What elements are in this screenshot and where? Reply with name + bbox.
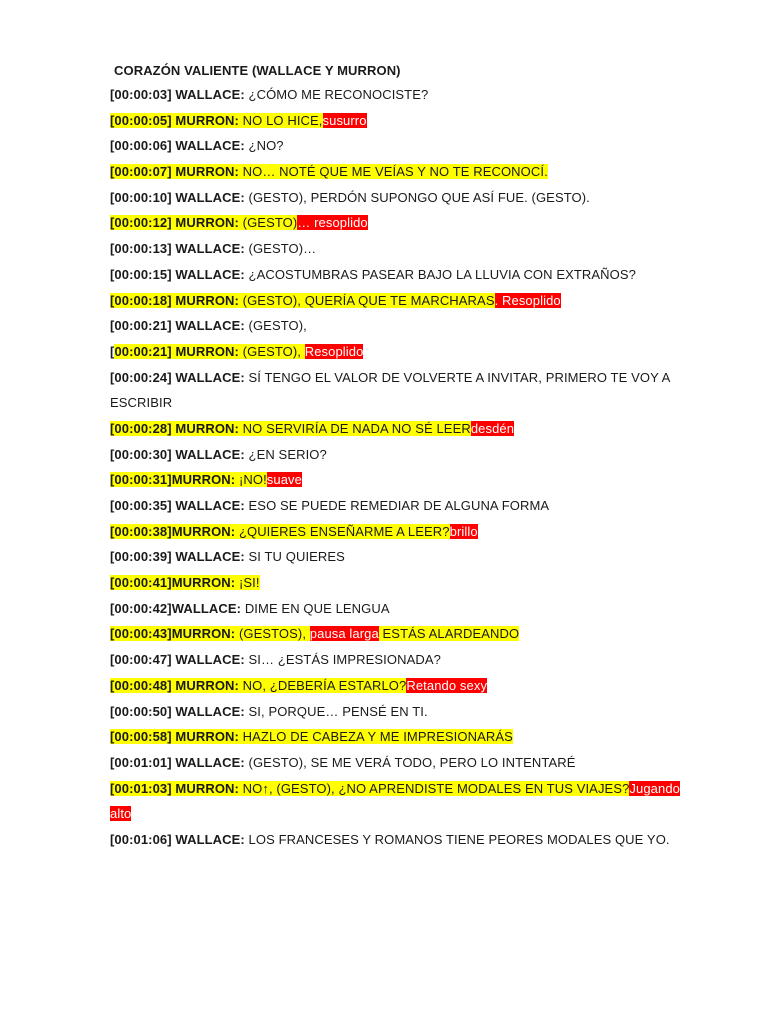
dialogue-text-continued: ESTÁS ALARDEANDO xyxy=(378,626,520,642)
timestamp: [00:00:43] xyxy=(110,626,172,642)
direction-note: … resoplido xyxy=(297,215,368,231)
line-highlight xyxy=(110,524,450,539)
timestamp: [00:00:15] xyxy=(110,266,172,282)
script-line xyxy=(110,621,670,647)
line-highlight xyxy=(114,344,304,359)
dialogue-text: SI TU QUIERES xyxy=(244,549,345,565)
script-line xyxy=(110,185,670,211)
line-highlight xyxy=(110,549,345,564)
line-highlight xyxy=(110,755,576,770)
timestamp: 00:00:21] xyxy=(114,343,172,359)
direction-note: Jugando xyxy=(629,780,681,796)
line-highlight xyxy=(110,832,670,847)
script-line xyxy=(110,519,670,545)
line-highlight xyxy=(110,421,471,436)
timestamp: [00:00:21] xyxy=(110,318,172,334)
line-highlight xyxy=(110,472,267,487)
dialogue-text: (GESTO), xyxy=(244,318,307,334)
direction-note: susurro xyxy=(322,112,367,128)
dialogue-text: HAZLO DE CABEZA Y ME IMPRESIONARÁS xyxy=(238,729,513,745)
speaker-name: MURRON: xyxy=(175,292,239,308)
timestamp-prefix: [ xyxy=(110,343,115,359)
line-highlight xyxy=(110,678,406,693)
dialogue-text: ¿CÓMO ME RECONOCISTE? xyxy=(244,87,429,102)
line-highlight xyxy=(110,370,670,385)
speaker-name: WALLACE: xyxy=(171,600,242,616)
timestamp: [00:00:28] xyxy=(110,420,172,436)
timestamp: [00:00:13] xyxy=(110,241,172,257)
script-line xyxy=(110,647,670,673)
direction-note: alto xyxy=(110,806,132,822)
script-line xyxy=(110,673,670,699)
timestamp: [00:01:03] xyxy=(110,780,172,796)
dialogue-text: DIME EN QUE LENGUA xyxy=(241,600,390,616)
line-highlight xyxy=(110,447,327,462)
script-line xyxy=(110,750,670,776)
line-highlight xyxy=(110,241,316,256)
speaker-name: MURRON: xyxy=(175,343,239,359)
script-line xyxy=(110,288,670,314)
speaker-name: MURRON: xyxy=(171,626,236,642)
script-body xyxy=(110,60,681,853)
script-line xyxy=(110,365,670,391)
timestamp: [00:00:05] xyxy=(110,112,172,128)
line-highlight xyxy=(110,626,310,641)
speaker-name: WALLACE: xyxy=(175,266,245,282)
timestamp: [00:00:07] xyxy=(110,164,172,180)
script-line xyxy=(110,801,670,827)
timestamp: [00:00:31] xyxy=(110,472,172,488)
script-line xyxy=(110,442,670,468)
dialogue-text: (GESTO) xyxy=(238,215,298,231)
line-highlight xyxy=(110,113,323,128)
script-line xyxy=(110,236,670,262)
line-highlight xyxy=(110,729,513,744)
script-line xyxy=(110,699,670,725)
dialogue-text: SI… ¿ESTÁS IMPRESIONADA? xyxy=(244,652,441,668)
line-highlight xyxy=(110,601,390,616)
line-highlight xyxy=(110,498,549,513)
direction-note: brillo xyxy=(449,523,478,539)
speaker-name: WALLACE: xyxy=(175,446,245,462)
speaker-name: WALLACE: xyxy=(175,189,245,205)
speaker-name: WALLACE: xyxy=(175,498,245,513)
dialogue-text: ¡SI! xyxy=(235,575,260,591)
timestamp: [00:00:06] xyxy=(110,138,172,154)
script-line xyxy=(110,827,670,853)
line-highlight xyxy=(110,704,428,719)
dialogue-text: (GESTOS), xyxy=(235,626,310,642)
timestamp: [00:00:18] xyxy=(110,292,172,308)
direction-note: desdén xyxy=(470,420,515,436)
script-line xyxy=(110,339,670,365)
script-line xyxy=(110,82,670,108)
document-title: CORAZÓN VALIENTE (WALLACE Y MURRON) xyxy=(114,63,401,78)
script-line xyxy=(110,313,670,339)
speaker-name: MURRON: xyxy=(175,164,239,180)
script-line xyxy=(110,416,670,442)
speaker-name: MURRON: xyxy=(175,729,239,745)
line-highlight xyxy=(110,215,297,230)
dialogue-text: ¡NO! xyxy=(235,472,267,488)
dialogue-text: (GESTO), SE ME VERÁ TODO, PERO LO INTENTARÉ xyxy=(244,754,576,770)
speaker-name: WALLACE: xyxy=(175,369,245,385)
dialogue-text: (GESTO), QUERÍA QUE TE MARCHARAS xyxy=(238,292,495,308)
speaker-name: WALLACE: xyxy=(175,703,245,719)
timestamp: [00:01:01] xyxy=(110,754,172,770)
script-line xyxy=(110,390,670,416)
line-highlight xyxy=(110,190,590,205)
dialogue-text: SÍ TENGO EL VALOR DE VOLVERTE A INVITAR, PRIMERO TE VOY A xyxy=(244,369,671,385)
dialogue-text: (GESTO)… xyxy=(244,241,317,257)
dialogue-text: NO LO HICE, xyxy=(238,112,323,128)
dialogue-text: SI, PORQUE… PENSÉ EN TI. xyxy=(244,703,428,719)
script-line xyxy=(110,159,670,185)
speaker-name: MURRON: xyxy=(171,523,236,539)
speaker-name: MURRON: xyxy=(175,215,239,231)
timestamp: [00:00:58] xyxy=(110,729,172,745)
timestamp: [00:00:41] xyxy=(110,575,172,591)
direction-note: suave xyxy=(266,472,302,488)
speaker-name: WALLACE: xyxy=(175,754,245,770)
direction-note: . Resoplido xyxy=(494,292,561,308)
timestamp: [00:00:47] xyxy=(110,652,172,668)
timestamp: [00:00:03] xyxy=(110,87,172,102)
line-highlight xyxy=(110,781,629,796)
speaker-name: MURRON: xyxy=(175,112,239,128)
timestamp: [00:00:35] xyxy=(110,498,172,513)
script-line xyxy=(110,724,670,750)
speaker-name: MURRON: xyxy=(175,677,239,693)
line-highlight xyxy=(110,87,428,102)
line-highlight xyxy=(110,164,548,179)
dialogue-text: ESO SE PUEDE REMEDIAR DE ALGUNA FORMA xyxy=(244,498,550,513)
speaker-name: WALLACE: xyxy=(175,652,245,668)
script-line xyxy=(110,210,670,236)
speaker-name: WALLACE: xyxy=(175,549,245,565)
line-highlight xyxy=(110,293,495,308)
speaker-name: WALLACE: xyxy=(175,241,245,257)
line-highlight xyxy=(110,138,284,153)
direction-note: Resoplido xyxy=(304,343,364,359)
script-line xyxy=(110,133,670,159)
speaker-name: MURRON: xyxy=(175,420,239,436)
line-highlight xyxy=(110,575,260,590)
dialogue-text: NO SERVIRÍA DE NADA NO SÉ LEER xyxy=(238,420,471,436)
timestamp: [00:00:50] xyxy=(110,703,172,719)
dialogue-text: NO, ¿DEBERÍA ESTARLO? xyxy=(238,677,407,693)
script-line xyxy=(110,108,670,134)
dialogue-text: (GESTO), PERDÓN SUPONGO QUE ASÍ FUE. (GESTO). xyxy=(244,189,590,205)
dialogue-text: ¿EN SERIO? xyxy=(244,446,327,462)
dialogue-text: NO… NOTÉ QUE ME VEÍAS Y NO TE RECONOCÍ. xyxy=(238,164,548,180)
timestamp: [00:00:42] xyxy=(110,600,172,616)
speaker-name: WALLACE: xyxy=(175,87,245,102)
direction-note: Retando sexy xyxy=(406,677,488,693)
speaker-name: WALLACE: xyxy=(175,831,245,847)
dialogue-text: ¿QUIERES ENSEÑARME A LEER? xyxy=(235,523,450,539)
speaker-name: MURRON: xyxy=(171,472,236,488)
script-line xyxy=(110,493,670,519)
timestamp: [00:00:39] xyxy=(110,549,172,565)
dialogue-text: ¿NO? xyxy=(244,138,284,154)
timestamp: [00:00:12] xyxy=(110,215,172,231)
dialogue-text: ESCRIBIR xyxy=(110,395,173,411)
script-line xyxy=(110,467,670,493)
timestamp: [00:01:06] xyxy=(110,831,172,847)
script-line xyxy=(110,544,670,570)
line-highlight xyxy=(110,395,172,410)
direction-note: pausa larga xyxy=(309,626,379,642)
line-highlight xyxy=(110,652,441,667)
script-line xyxy=(110,570,670,596)
line-highlight xyxy=(110,267,636,282)
script-line xyxy=(110,262,670,288)
timestamp: [00:00:10] xyxy=(110,189,172,205)
timestamp: [00:00:24] xyxy=(110,369,172,385)
dialogue-text: (GESTO), xyxy=(238,343,305,359)
timestamp: [00:00:30] xyxy=(110,446,172,462)
script-line xyxy=(110,596,670,622)
dialogue-text: ¿ACOSTUMBRAS PASEAR BAJO LA LLUVIA CON EXTRAÑOS? xyxy=(244,266,636,282)
script-line xyxy=(110,776,681,802)
timestamp: [00:00:38] xyxy=(110,523,172,539)
dialogue-text: LOS FRANCESES Y ROMANOS TIENE PEORES MODALES QUE YO. xyxy=(244,831,670,847)
speaker-name: MURRON: xyxy=(175,780,239,796)
line-highlight xyxy=(110,318,307,333)
speaker-name: MURRON: xyxy=(171,575,236,591)
speaker-name: WALLACE: xyxy=(175,138,245,154)
dialogue-text: NO↑, (GESTO), ¿NO APRENDISTE MODALES EN TUS VIAJES? xyxy=(238,780,630,796)
timestamp: [00:00:48] xyxy=(110,677,172,693)
speaker-name: WALLACE: xyxy=(175,318,245,334)
